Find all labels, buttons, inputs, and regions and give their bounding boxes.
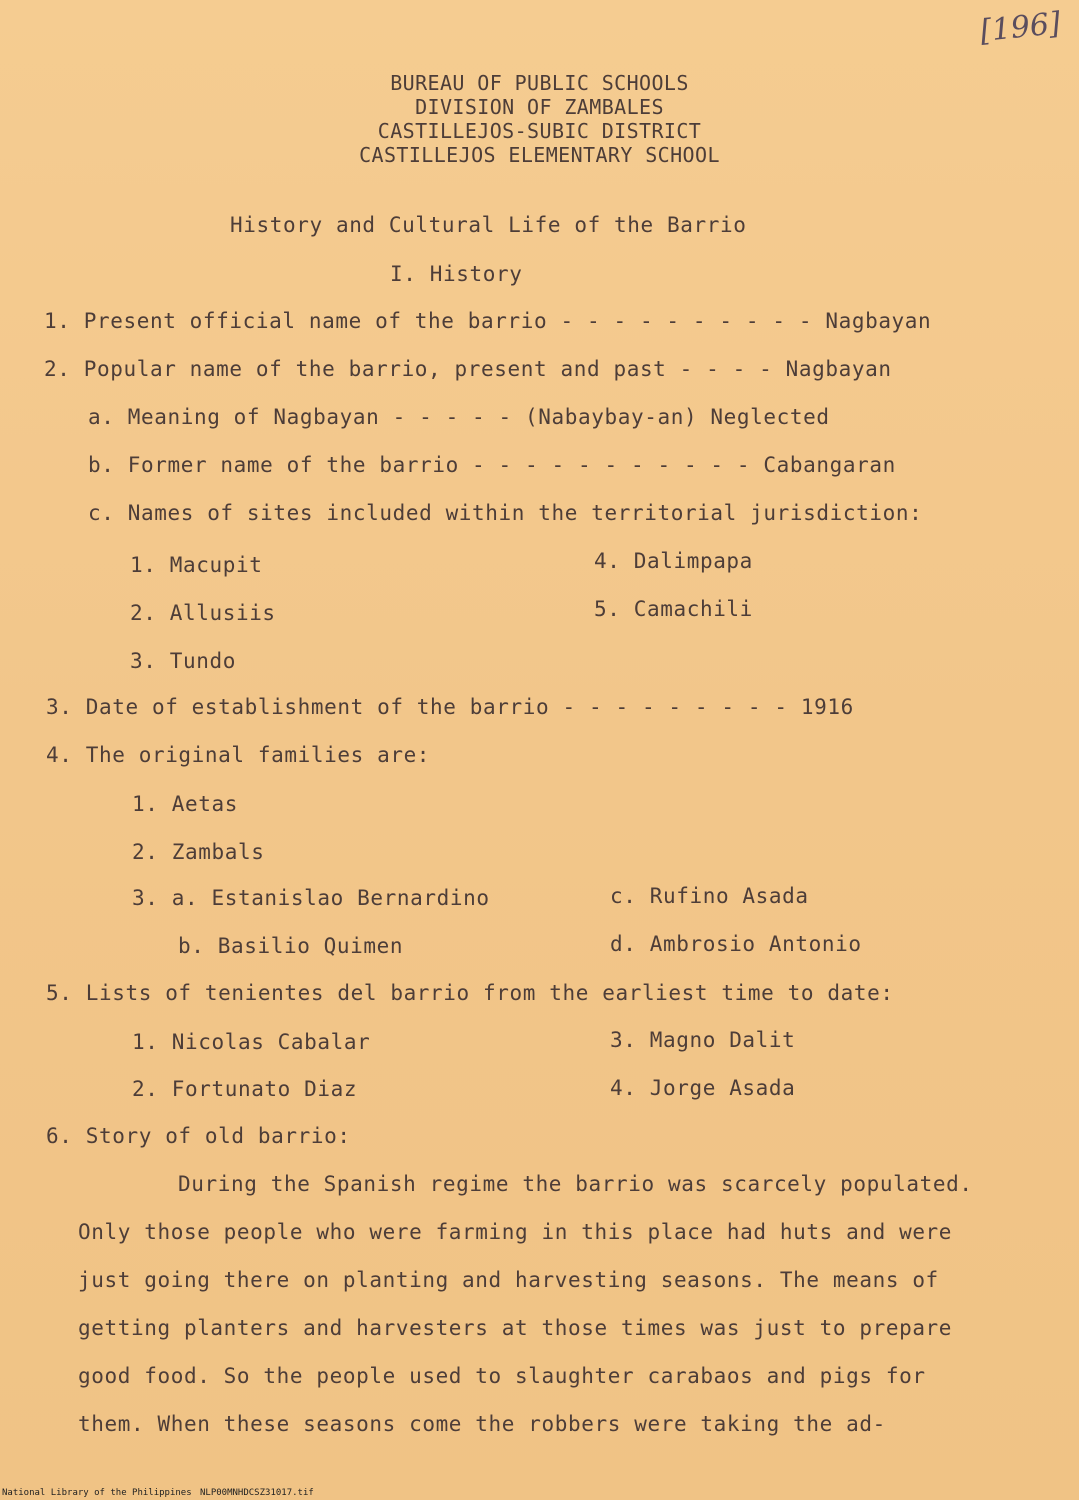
header-line-3: CASTILLEJOS-SUBIC DISTRICT [377, 119, 702, 143]
item-2a: a. Meaning of Nagbayan - - - - - (Nabaybay-an) Neglected [88, 405, 830, 429]
footer-library-name: National Library of the Philippines [2, 1488, 192, 1498]
story-line-3: just going there on planting and harvesting seasons. The means of [78, 1268, 939, 1292]
family-3d: d. Ambrosio Antonio [610, 932, 862, 956]
family-2: 2. Zambals [132, 840, 265, 864]
item-3: 3. Date of establishment of the barrio - - - - - - - - - 1916 [46, 695, 854, 719]
section-heading: I. History [390, 262, 523, 286]
header-line-2: DIVISION OF ZAMBALES [415, 95, 664, 119]
site-2: 2. Allusiis [130, 601, 276, 625]
family-1: 1. Aetas [132, 792, 238, 816]
family-3c: c. Rufino Asada [610, 884, 809, 908]
story-line-6: them. When these seasons come the robbers were taking the ad- [78, 1412, 886, 1436]
site-3: 3. Tundo [130, 649, 236, 673]
site-5: 5. Camachili [594, 597, 753, 621]
family-3b: b. Basilio Quimen [178, 934, 404, 958]
item-2c: c. Names of sites included within the territorial jurisdiction: [88, 501, 923, 525]
handwritten-page-number: [196] [978, 5, 1063, 50]
header-line-4: CASTILLEJOS ELEMENTARY SCHOOL [359, 143, 720, 167]
site-1: 1. Macupit [130, 553, 263, 577]
item-5: 5. Lists of tenientes del barrio from the earliest time to date: [46, 981, 894, 1005]
site-4: 4. Dalimpapa [594, 549, 753, 573]
footer-file-name: NLP00MNHDCSZ31017.tif [200, 1488, 314, 1498]
teniente-4: 4. Jorge Asada [610, 1076, 796, 1100]
teniente-1: 1. Nicolas Cabalar [132, 1030, 371, 1054]
teniente-2: 2. Fortunato Diaz [132, 1077, 358, 1101]
item-6: 6. Story of old barrio: [46, 1124, 351, 1148]
story-line-2: Only those people who were farming in this place had huts and were [78, 1220, 953, 1244]
item-2b: b. Former name of the barrio - - - - - - - - - - - Cabangaran [88, 453, 896, 477]
story-line-4: getting planters and harvesters at those times was just to prepare [78, 1316, 953, 1340]
header-line-1: BUREAU OF PUBLIC SCHOOLS [390, 71, 689, 95]
teniente-3: 3. Magno Dalit [610, 1028, 796, 1052]
family-3a: 3. a. Estanislao Bernardino [132, 886, 490, 910]
story-line-5: good food. So the people used to slaughter carabaos and pigs for [78, 1364, 926, 1388]
bleed-through-texture [80, 90, 980, 1290]
item-4: 4. The original families are: [46, 743, 431, 767]
document-title: History and Cultural Life of the Barrio [230, 213, 747, 237]
item-2: 2. Popular name of the barrio, present and past - - - - Nagbayan [44, 357, 892, 381]
item-1: 1. Present official name of the barrio - - - - - - - - - - Nagbayan [44, 309, 932, 333]
story-line-1: During the Spanish regime the barrio was scarcely populated. [178, 1172, 973, 1196]
